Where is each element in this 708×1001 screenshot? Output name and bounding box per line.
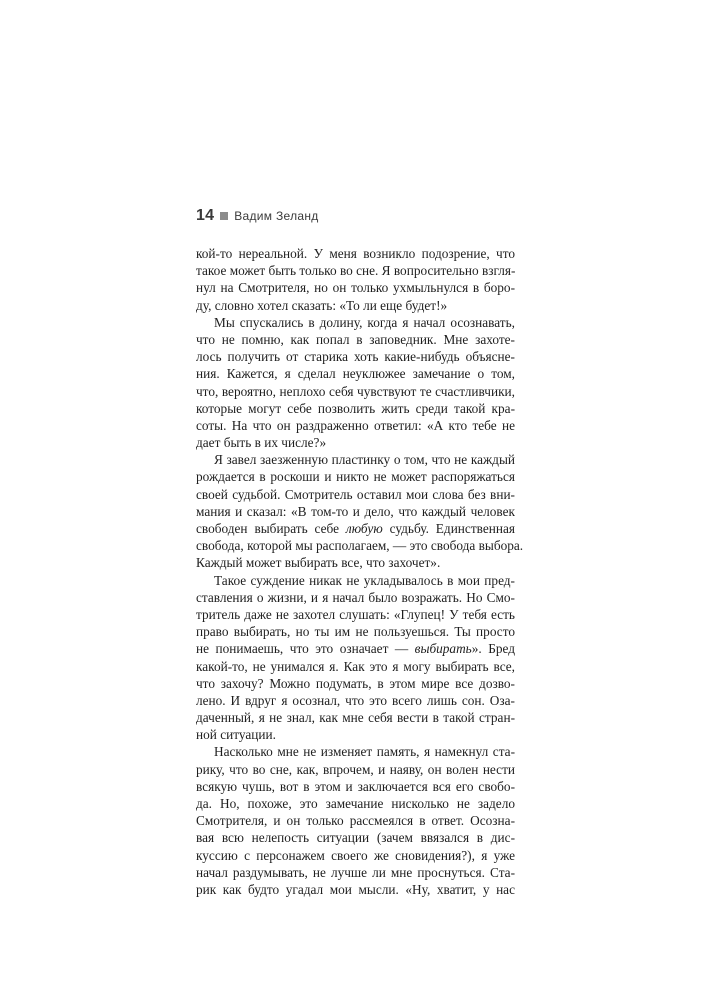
line-text: свободен выбирать себе: [196, 521, 346, 536]
line-text: что не помню, как попал в заповедник. Мне захоте-: [196, 331, 515, 347]
italic-emphasis: любую: [345, 521, 383, 536]
line-text: рик как будто угадал мои мысли. «Ну, хватит, у нас: [196, 881, 515, 897]
line-text: Я завел заезженную пластинку о том, что не каждый: [214, 452, 515, 468]
line-text: ной ситуации.: [196, 727, 276, 743]
text-line: [196, 365, 515, 382]
line-text: кой-то нереальной. У меня возникло подозрение, что: [196, 246, 515, 261]
running-head: [196, 206, 319, 226]
text-line: [196, 658, 515, 675]
line-text: Такое суждение никак не укладывалось в мои пред-: [214, 572, 515, 588]
line-text: Смотрителя, и он только рассмеялся в ответ. Осозна-: [196, 813, 515, 829]
line-text: дает быть в их числе?»: [196, 435, 327, 451]
text-line: [196, 726, 515, 743]
text-line: [196, 537, 524, 554]
text-line: [196, 314, 515, 331]
text-line: [196, 297, 515, 314]
text-line: [196, 743, 515, 760]
paragraph: [196, 245, 515, 314]
line-text: всякую чушь, вот в этом и заключается вся его свобо-: [196, 778, 515, 794]
square-bullet-icon: [220, 212, 228, 220]
line-text: не понимаешь, что это означает —: [196, 641, 415, 657]
line-text: Насколько мне не изменяет память, я намекнул ста-: [214, 744, 515, 760]
line-text: вая всю нелепость ситуации (зачем ввязался в дис-: [196, 830, 515, 846]
line-text: судьбу. Единственная: [382, 521, 515, 536]
text-line: [196, 623, 515, 640]
text-line: [196, 331, 515, 348]
line-text: лось получить от старика хоть какие-нибудь объясне-: [196, 349, 515, 365]
line-text: лено. И вдруг я осознал, что это всего лишь сон. Оза-: [196, 692, 515, 708]
text-line: [196, 640, 515, 657]
line-text: свобода, которой мы располагаем, — это свобода выбора.: [196, 538, 524, 554]
line-text: Мы спускались в долину, когда я начал осознавать,: [214, 314, 515, 330]
paragraph: [196, 451, 524, 571]
line-text: Каждый может выбирать все, что захочет».: [196, 555, 441, 571]
line-text: которые могут себе позволить жить среди такой кра-: [196, 400, 515, 416]
line-text: ния. Кажется, я сделал неуклюжее замечание о том,: [196, 366, 515, 382]
line-text: нул на Смотрителя, но он только ухмыльнулся в боро-: [196, 280, 515, 296]
text-line: [196, 829, 515, 846]
page-number: 14: [196, 207, 215, 224]
text-line: [196, 383, 515, 400]
line-text: соты. На что он раздраженно ответил: «А кто тебе не: [196, 417, 515, 433]
paragraph: [196, 572, 515, 744]
text-line: [196, 451, 515, 468]
text-line: [196, 417, 515, 434]
text-line: [196, 761, 515, 778]
text-line: [196, 795, 515, 812]
line-text: какой-то, не унимался я. Как это я могу выбирать все,: [196, 658, 515, 674]
text-line: [196, 468, 515, 485]
text-line: [196, 589, 515, 606]
line-text: даченный, я не знал, как мне себя вести в такой стран-: [196, 710, 515, 726]
text-line: [196, 812, 515, 829]
text-line: [196, 348, 515, 365]
line-text: рождается в роскоши и никто не может распоряжаться: [196, 469, 515, 485]
line-text: ду, словно хотел сказать: «То ли еще будет!»: [196, 297, 448, 313]
text-line: [196, 279, 515, 296]
text-line: [196, 847, 515, 864]
text-line: [196, 572, 515, 589]
line-text: ». Бред: [471, 641, 515, 657]
line-text: рику, что во сне, как, впрочем, и наяву, он волен нести: [196, 761, 515, 777]
line-text: мания и сказал: «В том-то и дело, что каждый человек: [196, 503, 515, 519]
line-text: куссию с персонажем своего же сновидения?), я уже: [196, 847, 515, 863]
text-line: [196, 486, 515, 503]
text-line: [196, 778, 515, 795]
text-line: [196, 245, 515, 262]
line-text: начал раздумывать, не лучше ли мне проснуться. Ста-: [196, 864, 515, 880]
text-line: [196, 881, 515, 898]
text-line: [196, 709, 515, 726]
text-line: [196, 692, 515, 709]
text-line: [196, 434, 515, 451]
text-line: [196, 864, 515, 881]
text-line: [196, 554, 515, 571]
line-text: что, вероятно, неплохо себя чувствуют те счастливчики,: [196, 383, 515, 399]
line-text: да. Но, похоже, это замечание нисколько не задело: [196, 796, 515, 811]
author-name: Вадим Зеланд: [234, 209, 319, 223]
paragraph: [196, 743, 515, 898]
text-line: [196, 400, 515, 417]
text-line: [196, 675, 515, 692]
paragraph: [196, 314, 515, 452]
text-line: [196, 606, 515, 623]
line-text: такое может быть только во сне. Я вопросительно взгля-: [196, 263, 516, 279]
line-text: что захочу? Можно подумать, в этом мире все дозво-: [196, 675, 515, 691]
italic-emphasis: выбирать: [414, 641, 472, 657]
line-text: ставления о жизни, и я начал было возражать. Но Смо-: [196, 589, 515, 605]
line-text: своей судьбой. Смотритель оставил мои слова без вни-: [196, 486, 515, 502]
text-line: [196, 520, 515, 537]
line-text: тритель даже не захотел слушать: «Глупец! У тебя есть: [196, 606, 515, 622]
text-line: [196, 503, 515, 520]
text-line: [196, 262, 515, 279]
line-text: право выбирать, но ты им не пользуешься. Ты просто: [196, 624, 515, 640]
body-text: [196, 245, 524, 898]
